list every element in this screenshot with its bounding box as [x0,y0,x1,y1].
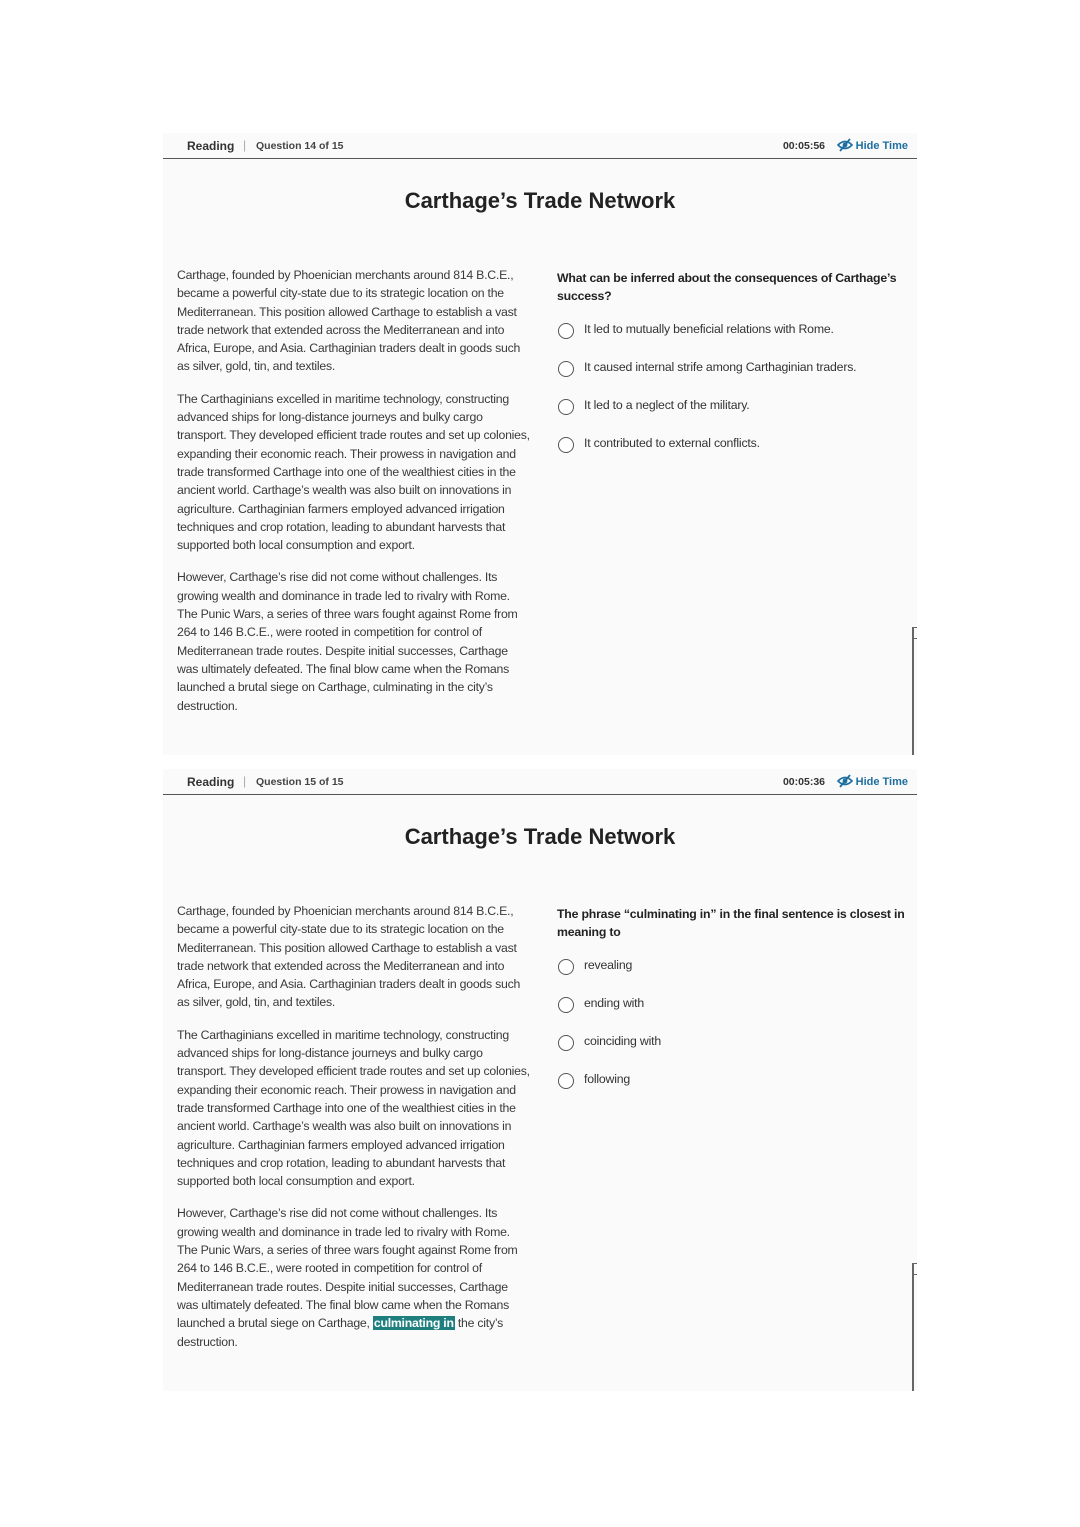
answer-label: It caused internal strife among Carthaginian traders. [584,360,857,374]
passage-paragraph-2: The Carthaginians excelled in maritime technology, constructing advanced ships for long-distance journeys and bulky cargo transport. They developed efficient trade routes and set up colonies, expanding their economic reach. Their prowess in navigation and trade transformed Carthage into one of the wealthiest cities in the ancient world. Carthage’s wealth was also built on innovations in agriculture. Carthaginian farmers employed advanced irrigation techniques and crop rotation, leading to abundant harvests that supported both local consumption and export. [177,1027,530,1189]
answer-label: It led to mutually beneficial relations with Rome. [584,322,834,336]
separator: | [243,774,247,788]
answer-label: It contributed to external conflicts. [584,436,760,450]
answer-label: ending with [584,996,645,1010]
question-counter: Question 14 of 15 [256,140,344,152]
answer-option[interactable] [558,360,908,398]
question-prompt: The phrase “culminating in” in the final sentence is closest in meaning to [557,907,905,939]
answer-option[interactable] [558,1034,908,1072]
radio-button[interactable] [558,323,574,339]
passage-text: However, Carthage’s rise did not come without challenges. Its growing wealth and dominance in trade led to rivalry with Rome. The Punic Wars, a series of three wars fought against Rome from 264 to 146 B.C.E., were rooted in competition for control of Mediterranean trade routes. Despite initial successes, Carthage was ultimately defeated. The final blow came when the Romans launched a brutal siege on Carthage, [177,1206,518,1331]
radio-button[interactable] [558,361,574,377]
section-label: Reading [187,139,235,153]
timer: 00:05:36 [782,776,825,788]
answer-option[interactable] [558,958,908,996]
question-prompt: What can be inferred about the consequences of Carthage’s success? [557,271,897,303]
test-screen-q14 [163,133,917,755]
question-counter: Question 15 of 15 [256,776,344,788]
eye-slash-icon[interactable] [837,773,853,789]
separator: | [243,138,247,152]
answer-options [558,958,908,1110]
scrollbar[interactable] [912,1263,914,1391]
radio-button[interactable] [558,959,574,975]
timer: 00:05:56 [782,140,825,152]
hide-time-button[interactable]: Hide Time [855,140,908,152]
answer-label: It led to a neglect of the military. [584,398,750,412]
answer-label: coinciding with [584,1034,661,1048]
answer-label: following [584,1072,631,1086]
test-screen-q15 [163,769,917,1391]
radio-button[interactable] [558,437,574,453]
radio-button[interactable] [558,1035,574,1051]
top-bar [163,769,917,795]
passage-title: Carthage’s Trade Network [404,824,676,849]
passage-paragraph-1: Carthage, founded by Phoenician merchants around 814 B.C.E., became a powerful city-state due to its strategic location on the Mediterranean. This position allowed Carthage to establish a vast trade network that extended across the Mediterranean and into Africa, Europe, and Asia. Carthaginian traders dealt in goods such as silver, gold, tin, and textiles. [177,904,521,1010]
eye-slash-icon[interactable] [837,137,853,153]
passage-paragraph-2: The Carthaginians excelled in maritime technology, constructing advanced ships for long-distance journeys and bulky cargo transport. They developed efficient trade routes and set up colonies, expanding their economic reach. Their prowess in navigation and trade transformed Carthage into one of the wealthiest cities in the ancient world. Carthage’s wealth was also built on innovations in agriculture. Carthaginian farmers employed advanced irrigation techniques and crop rotation, leading to abundant harvests that supported both local consumption and export. [177,391,530,553]
scrollbar-thumb[interactable] [912,1263,917,1275]
answer-option[interactable] [558,436,908,474]
hide-time-button[interactable]: Hide Time [855,776,908,788]
answer-option[interactable] [558,398,908,436]
radio-button[interactable] [558,399,574,415]
passage-title: Carthage’s Trade Network [404,188,676,213]
reading-passage [177,266,531,729]
top-bar [163,133,917,159]
answer-options [558,322,908,474]
passage-paragraph-3 [177,1204,531,1350]
passage-paragraph-1: Carthage, founded by Phoenician merchants around 814 B.C.E., became a powerful city-state due to its strategic location on the Mediterranean. This position allowed Carthage to establish a vast trade network that extended across the Mediterranean and into Africa, Europe, and Asia. Carthaginian traders dealt in goods such as silver, gold, tin, and textiles. [177,268,521,374]
passage-paragraph-3: However, Carthage’s rise did not come without challenges. Its growing wealth and dominance in trade led to rivalry with Rome. The Punic Wars, a series of three wars fought against Rome from 264 to 146 B.C.E., were rooted in competition for control of Mediterranean trade routes. Despite initial successes, Carthage was ultimately defeated. The final blow came when the Romans launched a brutal siege on Carthage, culminating in the city’s destruction. [177,570,518,713]
answer-label: revealing [584,958,633,972]
answer-option[interactable] [558,996,908,1034]
reading-passage [177,902,531,1365]
answer-option[interactable] [558,322,908,360]
radio-button[interactable] [558,1073,574,1089]
answer-option[interactable] [558,1072,908,1110]
highlighted-phrase: culminating in [373,1316,454,1331]
scrollbar[interactable] [912,627,914,755]
passage-text: the city’s destruction. [177,1316,504,1349]
section-label: Reading [187,775,235,789]
radio-button[interactable] [558,997,574,1013]
scrollbar-thumb[interactable] [912,627,917,639]
